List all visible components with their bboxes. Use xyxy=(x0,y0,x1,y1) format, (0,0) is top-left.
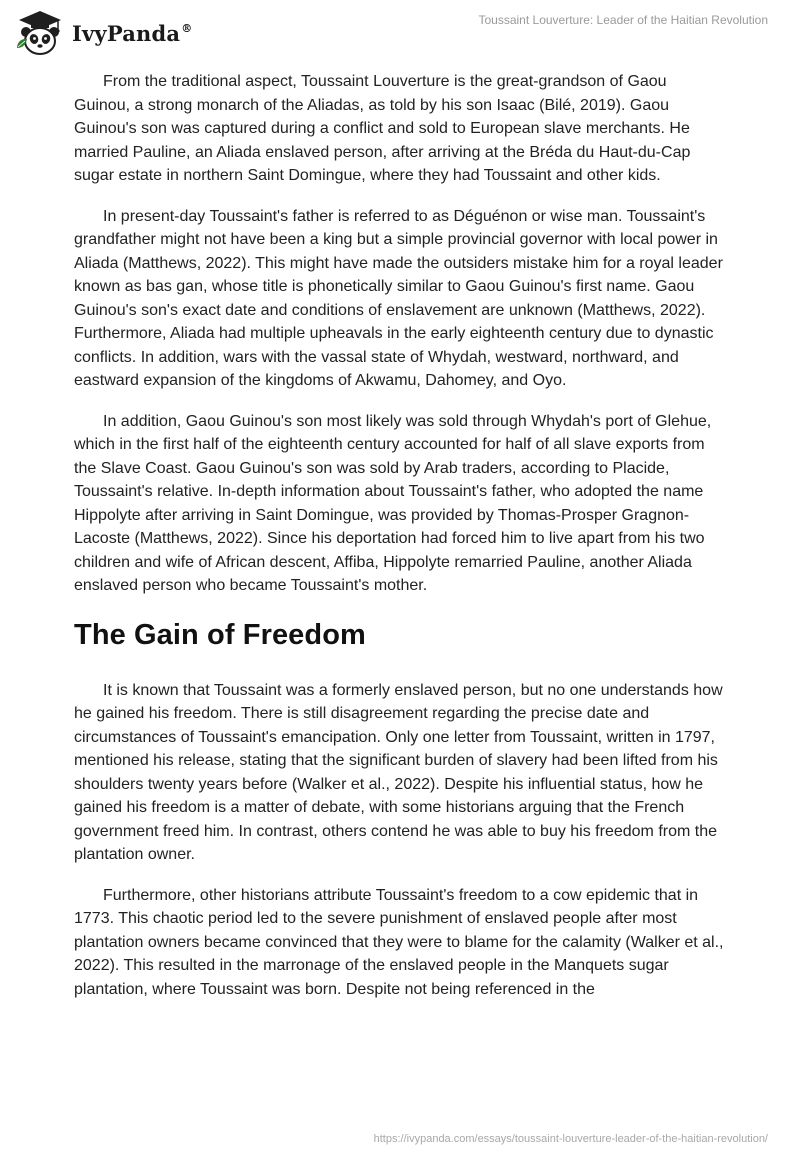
paragraph: In present-day Toussaint's father is referred to as Déguénon or wise man. Toussaint's grandfather might not have been a king but a simple provincial governor with local power in Aliada (Matthews, 2022). This might have made the outsiders mistake him for a royal leader known as bas gan, whose title is phonetically similar to Gaou Guinou's first name. Gaou Guinou's son's exact date and conditions of enslavement are unknown (Matthews, 2022). Furthermore, Aliada had multiple upheavals in the early eighteenth century due to dynastic conflicts. In addition, wars with the vassal state of Whydah, westward, northward, and eastward expansion of the kingdoms of Akwamu, Dahomey, and Oyo. xyxy=(74,207,723,389)
section-heading: The Gain of Freedom xyxy=(74,618,366,651)
paragraph: From the traditional aspect, Toussaint Louverture is the great-grandson of Gaou Guinou, a strong monarch of the Aliadas, as told by his son Isaac (Bilé, 2019). Gaou Guinou's son was captured during a conflict and sold to European slave merchants. He married Pauline, an Aliada enslaved person, after arriving at the Bréda du Haut-du-Cap sugar estate in northern Saint Domingue, where they had Toussaint and other kids. xyxy=(74,73,691,184)
page-header xyxy=(0,0,800,70)
paragraph: It is known that Toussaint was a formerly enslaved person, but no one understands how he gained his freedom. There is still disagreement regarding the precise date and circumstances of Toussaint's emancipation. Only one letter from Toussaint, written in 1797, mentioned his release, stating that the significant burden of slavery had been lifted from his shoulders twenty years before (Walker et al., 2022). Despite his influential status, how he gained his freedom is a matter of debate, with some historians arguing that the French government freed him. In contrast, others contend he was able to buy his freedom from the plantation owner. xyxy=(74,681,723,863)
document-title: Toussaint Louverture: Leader of the Haitian Revolution xyxy=(478,13,768,27)
paragraph: In addition, Gaou Guinou's son most likely was sold through Whydah's port of Glehue, which in the first half of the eighteenth century accounted for half of all slave exports from the Slave Coast. Gaou Guinou's son was sold by Arab traders, according to Placide, Toussaint's relative. In-depth information about Toussaint's father, who adopted the name Hippolyte after arriving in Saint Domingue, was provided by Thomas-Prosper Gragnon-Lacoste (Matthews, 2022). Since his deportation had forced him to live apart from his two children and wife of African descent, Affiba, Hippolyte remarried Pauline, another Aliada enslaved person who became Toussaint's mother. xyxy=(74,412,712,594)
source-url-link[interactable]: https://ivypanda.com/essays/toussaint-louverture-leader-of-the-haitian-revolution/ xyxy=(373,1133,768,1145)
ivypanda-panda-graduate-icon xyxy=(14,8,66,58)
logo-text: IvyPanda® xyxy=(72,20,193,46)
ivypanda-logo[interactable] xyxy=(14,8,192,58)
paragraph: Furthermore, other historians attribute Toussaint's freedom to a cow epidemic that in 1773. This chaotic period led to the severe punishment of enslaved people after most plantation owners became convinced that they were to blame for the calamity (Walker et al., 2022). This resulted in the marronage of the enslaved people in the Manquets sugar plantation, where Toussaint was born. Despite not being referenced in the xyxy=(74,886,724,998)
essay-content xyxy=(74,70,726,1018)
